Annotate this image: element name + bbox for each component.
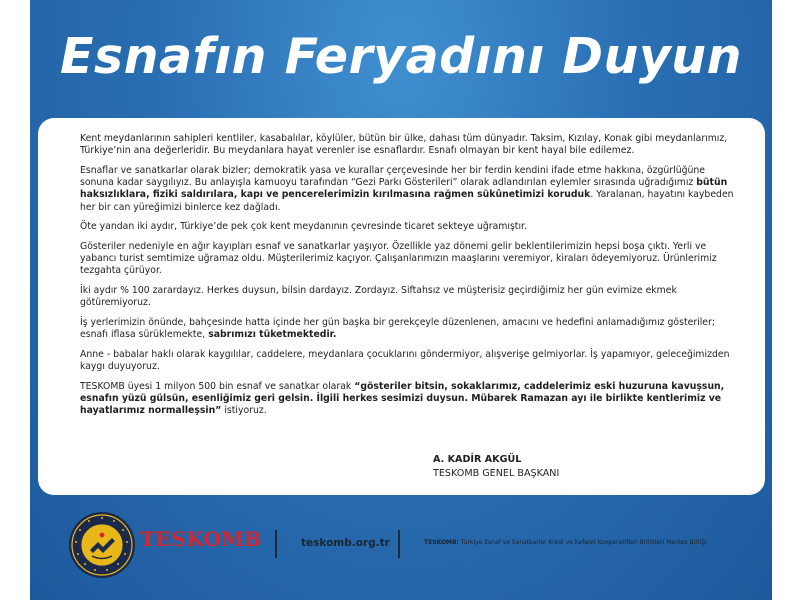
paragraph-4: Gösteriler nedeniyle en ağır kayıpları esnaf ve sanatkarlar yaşıyor. Özellikle yaz dönemi gelir beklentilerimizin hepsi boşa çıktı. Yerli ve yabancı turist semtimize uğramaz oldu. Müşterilerimiz kaçıyor. Çalışanlarımızın maaşlarını veremiyor, kiraları ödeyemiyoruz. Ürünlerimiz tezgahta çürüyor. bbox=[80, 240, 717, 277]
brand-logo-text: TESKOMB bbox=[140, 527, 262, 551]
paragraph-2-text-b: . Yaralanan, hayatını kaybeden her bir can yüreğimizi binlerce kez dağladı. bbox=[80, 189, 734, 213]
teskomb-emblem-icon bbox=[68, 511, 136, 579]
signature-block bbox=[433, 453, 559, 481]
paragraph-3: Öte yandan iki aydır, Türkiye’de pek çok kent meydanının çevresinde ticaret sekteye uğramıştır. bbox=[80, 221, 527, 233]
paragraph-8-text-b: istiyoruz. bbox=[224, 405, 267, 417]
headline: Esnafın Feryadını Duyun bbox=[59, 28, 743, 85]
paragraph-6-bold: sabrımızı tüketmektedir. bbox=[208, 329, 337, 341]
advertisement bbox=[30, 0, 772, 600]
paragraph-1: Kent meydanlarının sahipleri kentliler, kasabalılar, köylüler, bütün bir ülke, dahası tüm dünyadır. Taksim, Kızılay, Konak gibi meydanlarımız, Türkiye’nin ana değerleridir. Bu meydanlara hayat verenler ise esnaflardır. Esnafı olmayan bir kent hayal bile edilemez. bbox=[80, 133, 728, 157]
paragraph-8 bbox=[80, 381, 735, 418]
organization-full-name: Türkiye Esnaf ve Sanatkarlar Kredi ve Kefalet Kooperatifleri Birlikleri Merkez Birliği bbox=[460, 539, 707, 546]
letter-panel bbox=[38, 118, 765, 495]
paragraph-2-bold: bütün haksızlıklara, fiziki saldırılara, kapı ve pencerelerimizin kırılmasına rağmen sükûnetimizi koruduk bbox=[80, 177, 728, 201]
signature-title: TESKOMB GENEL BAŞKANI bbox=[433, 468, 560, 479]
footer bbox=[30, 506, 772, 590]
paragraph-5: İki aydır % 100 zarardayız. Herkes duysun, bilsin dardayız. Zordayız. Siftahsız ve müşterisiz geçirdiğimiz her gün evimize ekmek götüremiyoruz. bbox=[80, 285, 677, 309]
paragraph-7: Anne - babalar haklı olarak kaygılılar, caddelere, meydanlara çocuklarını göndermiyor, alışverişe gelmiyorlar. İş yapamıyor, geleceğimizden kaygı duyuyoruz. bbox=[80, 348, 730, 373]
footer-divider bbox=[398, 530, 400, 558]
paragraph-6-text: İş yerlerimizin önünde, bahçesinde hatta içinde her gün başka bir gerekçeyle düzenlenen, amacını ve hedefini anlamadığımız gösteriler; esnafı iflasa sürüklemekte, bbox=[80, 316, 715, 341]
paragraph-2-text-a: Esnaflar ve sanatkarlar olarak bizler; demokratik yasa ve kurallar çerçevesinde her bir ferdin kendini ifade etme hakkına, özgürlüğüne sonuna kadar saygılıyız. Bu anlayışla kamuoyu tarafından “Gezi Parkı Gösterileri” olarak adlandırılan eylemler sırasında uğradığımız bbox=[80, 164, 705, 189]
footer-divider bbox=[275, 530, 277, 558]
website-link[interactable]: teskomb.org.tr bbox=[301, 537, 390, 549]
signature-name: A. KADİR AKGÜL bbox=[433, 454, 522, 465]
organization-name bbox=[424, 539, 707, 546]
paragraph-8-bold: “gösteriler bitsin, sokaklarımız, caddelerimiz eski huzuruna kavuşsun, esnafın yüzü gülsün, esenliğimiz geri gelsin. İlgili herkes sesimizi duysun. Mübarek Ramazan ayı ile birlikte kentlerimiz ve hayatlarımız normalleşsin” bbox=[80, 380, 725, 417]
organization-abbr: TESKOMB: bbox=[424, 539, 459, 546]
paragraph-8-text-a: TESKOMB üyesi 1 milyon 500 bin esnaf ve sanatkar olarak bbox=[80, 380, 352, 392]
paragraph-2 bbox=[80, 165, 735, 214]
paragraph-6 bbox=[80, 317, 735, 341]
